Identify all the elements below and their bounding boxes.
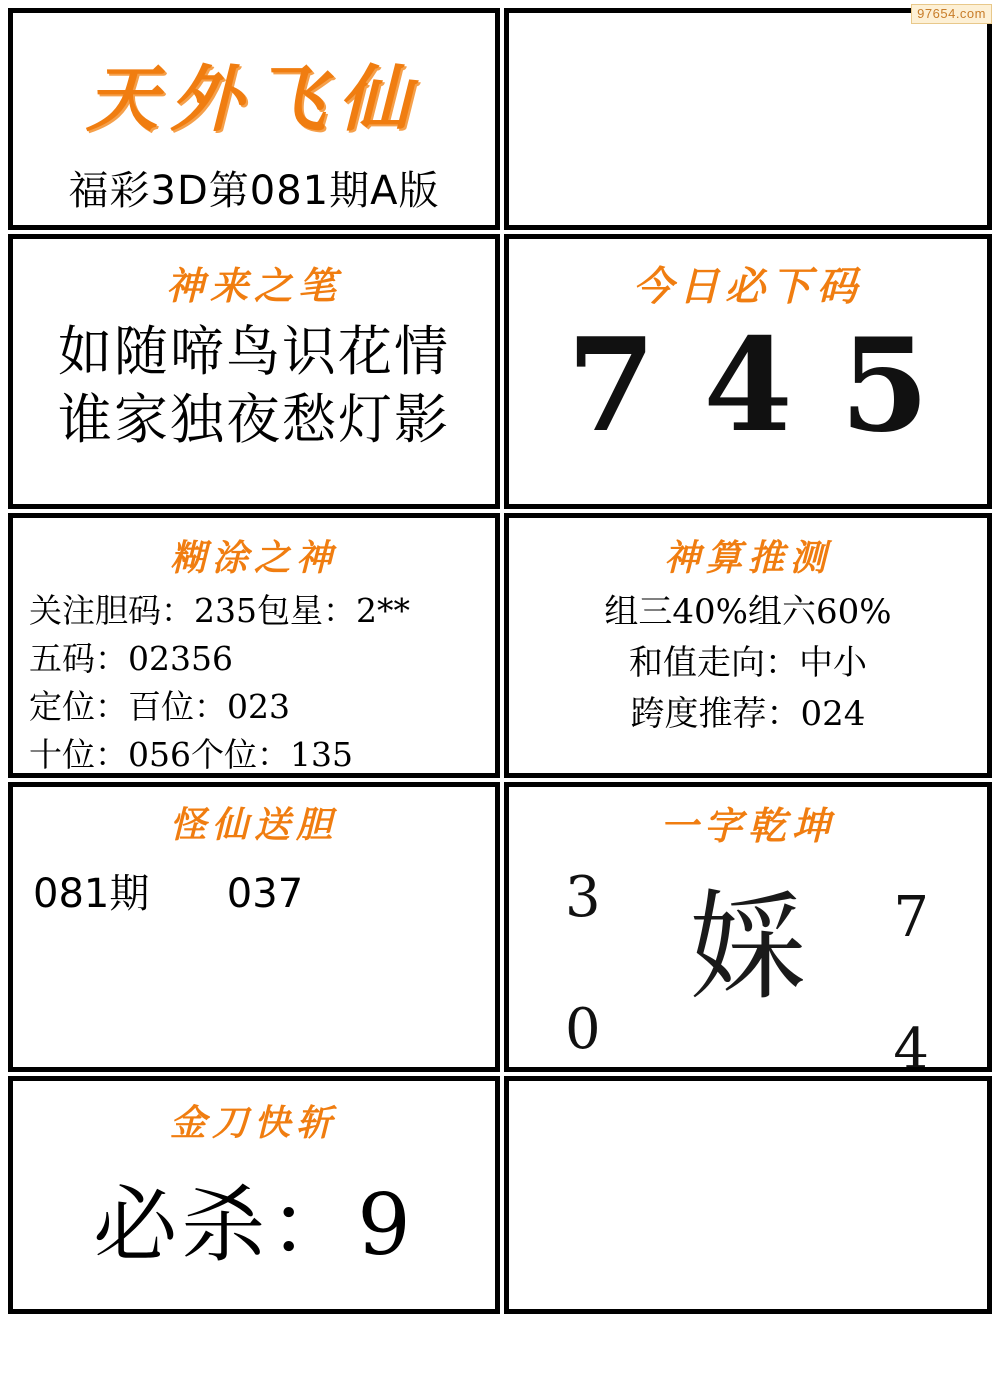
qiankun-top-left-number: 3: [565, 865, 601, 930]
shensuan-line-3: 跨度推荐：024: [630, 694, 866, 734]
qiankun-panel-title: 一字乾坤: [659, 803, 836, 848]
hutu-line-4: 十位：056个位：135: [29, 734, 353, 774]
shensuan-panel-title: 神算推测: [663, 537, 832, 579]
guaixian-panel: [8, 782, 500, 1072]
poem-line-2: 谁家独夜愁灯影: [58, 387, 450, 451]
today-number-3: 5: [840, 311, 930, 461]
qiankun-figure: [509, 850, 987, 1072]
jindao-panel-title: 金刀快斩: [169, 1102, 338, 1144]
qiankun-center-character: 婇: [688, 878, 807, 1016]
poem-panel-title: 神来之笔: [165, 263, 342, 308]
blank-panel-top-right: [504, 8, 992, 230]
shensuan-panel: [504, 513, 992, 778]
poem-panel: [8, 234, 500, 509]
guaixian-panel-title: 怪仙送胆: [169, 804, 338, 846]
jindao-kill-row: [13, 1158, 495, 1279]
hutu-line-2: 五码：02356: [29, 638, 233, 678]
shensuan-line-2: 和值走向：中小: [629, 643, 867, 683]
hutu-info-list: [13, 587, 495, 778]
blank-panel-bottom-right: [504, 1076, 992, 1314]
today-numbers-row: [509, 311, 987, 461]
today-number-2: 4: [703, 311, 793, 461]
poster-subtitle: 福彩3D第081期A版: [68, 168, 440, 214]
hutu-line-3: 定位：百位：023: [29, 686, 290, 726]
shensuan-line-1: 组三40%组六60%: [604, 592, 892, 632]
qiankun-top-right-number: 7: [893, 885, 929, 950]
logo-panel: [8, 8, 500, 230]
shensuan-info-list: [509, 587, 987, 740]
hutu-panel: [8, 513, 500, 778]
poster-logo-title: 天外飞仙: [85, 56, 422, 141]
jindao-kill-value: 9: [357, 1176, 415, 1274]
poem-line-1: 如随啼鸟识花情: [58, 320, 450, 383]
hutu-panel-title: 糊涂之神: [169, 537, 338, 579]
poem-body: [13, 318, 495, 453]
jindao-kill-label: 必杀：: [93, 1176, 358, 1274]
jindao-panel: [8, 1076, 500, 1314]
today-panel-title: 今日必下码: [633, 263, 863, 310]
today-number-1: 7: [566, 311, 656, 461]
qiankun-bottom-right-number: 4: [893, 1017, 929, 1072]
guaixian-value-row: [13, 862, 495, 919]
hutu-line-1: 关注胆码：235包星：2**: [29, 591, 410, 630]
qiankun-panel: [504, 782, 992, 1072]
guaixian-value: 037: [226, 871, 304, 917]
qiankun-bottom-left-number: 0: [565, 997, 601, 1062]
watermark-label: 97654.com: [911, 4, 992, 24]
today-numbers-panel: [504, 234, 992, 509]
guaixian-period-label: 081期: [33, 871, 150, 917]
